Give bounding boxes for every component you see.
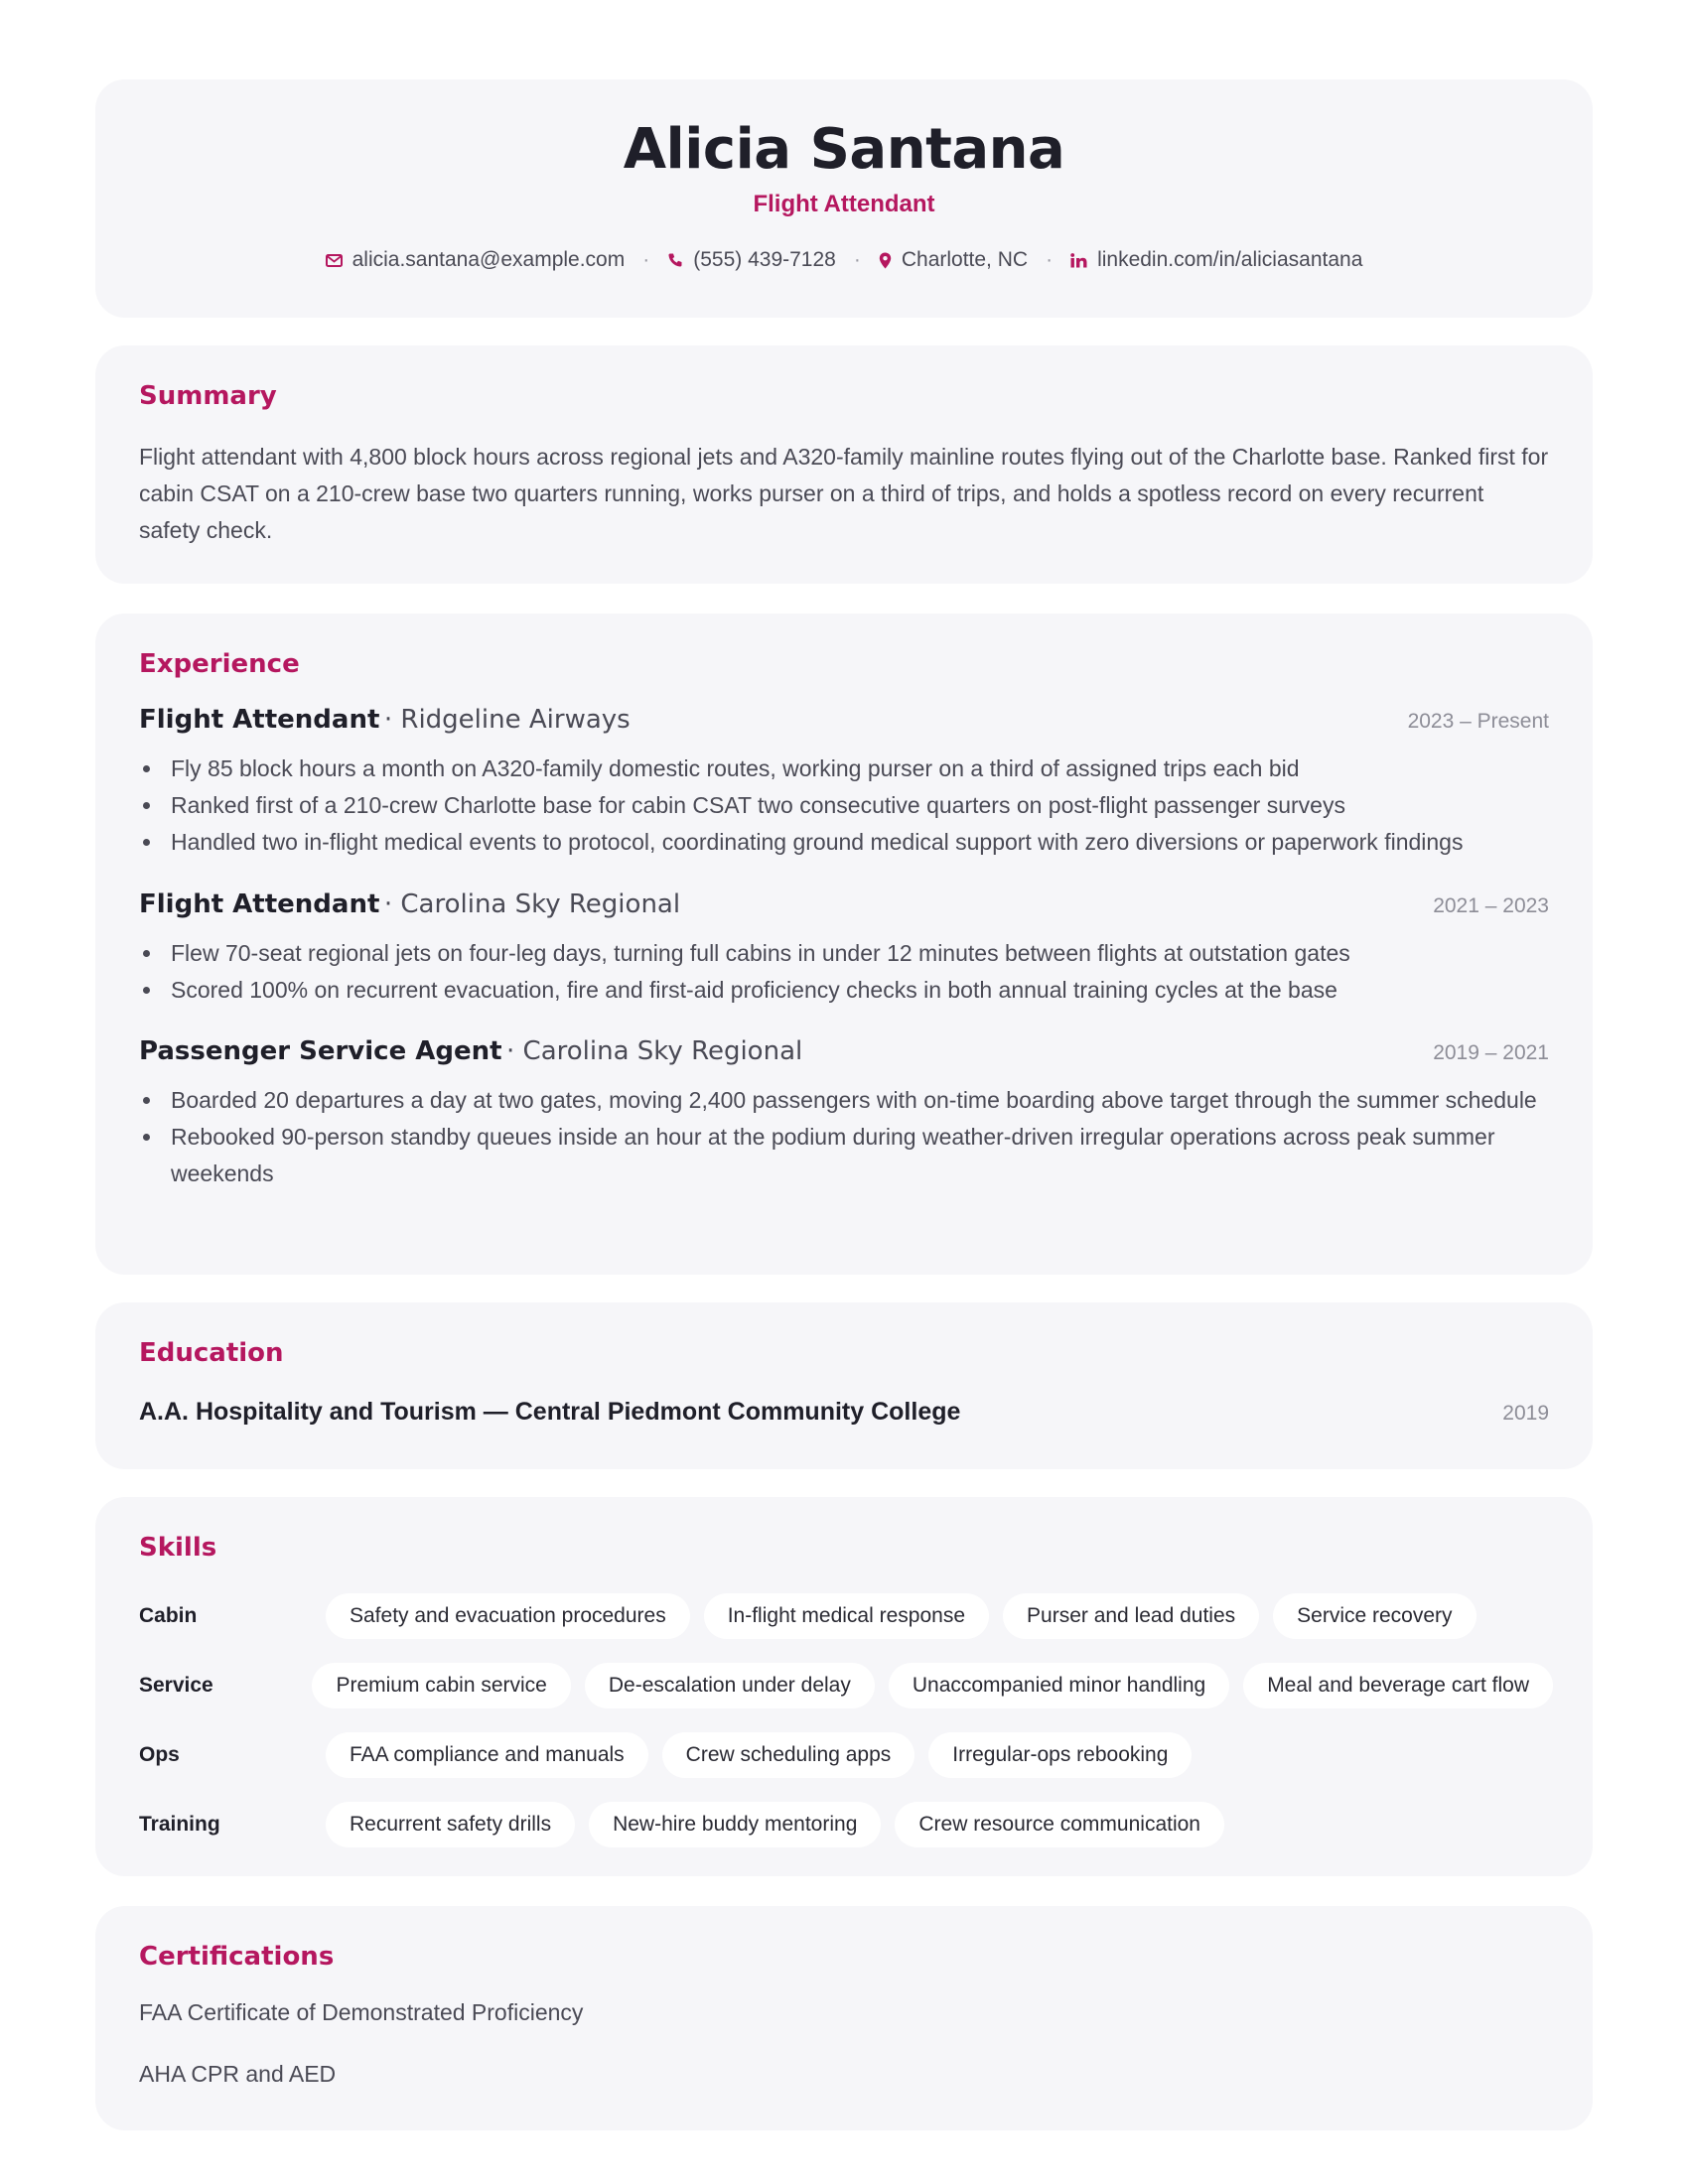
education-section bbox=[95, 1302, 1593, 1469]
experience-heading: Experience bbox=[139, 649, 300, 679]
education-degree: A.A. Hospitality and Tourism — Central Piedmont Community College bbox=[139, 1398, 961, 1426]
skill-group bbox=[139, 1662, 1553, 1709]
skill-chip: Irregular-ops rebooking bbox=[928, 1732, 1192, 1778]
job-bullet: Fly 85 block hours a month on A320-family domestic routes, working purser on a third of assigned trips each bid bbox=[139, 751, 1549, 787]
skill-chips bbox=[312, 1663, 1553, 1708]
job-entry bbox=[139, 1036, 1549, 1192]
skill-chip: Purser and lead duties bbox=[1003, 1593, 1259, 1639]
phone-icon bbox=[667, 252, 683, 268]
certification-item: AHA CPR and AED bbox=[139, 2061, 337, 2087]
skill-group bbox=[139, 1592, 1553, 1640]
contact-linkedin-text: linkedin.com/in/aliciasantana bbox=[1097, 248, 1363, 271]
summary-section bbox=[95, 345, 1593, 584]
skill-chip: New-hire buddy mentoring bbox=[589, 1802, 881, 1847]
skill-category: Ops bbox=[139, 1743, 180, 1766]
job-company: · Ridgeline Airways bbox=[383, 705, 631, 735]
contact-separator: · bbox=[1046, 248, 1054, 271]
job-bullet: Rebooked 90-person standby queues inside an hour at the podium during weather-driven irregular operations across peak summer weekends bbox=[139, 1119, 1549, 1192]
job-role: Flight Attendant bbox=[139, 889, 380, 919]
job-header bbox=[139, 889, 1549, 925]
contact-phone-text: (555) 439-7128 bbox=[693, 248, 836, 271]
job-company: · Carolina Sky Regional bbox=[383, 889, 681, 919]
skill-chip: Safety and evacuation procedures bbox=[326, 1593, 690, 1639]
skill-chip: Recurrent safety drills bbox=[326, 1802, 575, 1847]
skill-chips bbox=[326, 1593, 1477, 1639]
skill-chip: Service recovery bbox=[1273, 1593, 1476, 1639]
experience-section bbox=[95, 614, 1593, 1275]
contact-linkedin[interactable] bbox=[1070, 248, 1362, 272]
contact-email[interactable] bbox=[326, 248, 626, 272]
job-dates: 2021 – 2023 bbox=[1433, 894, 1549, 917]
certifications-heading: Certifications bbox=[139, 1942, 335, 1972]
skill-chip: Crew resource communication bbox=[895, 1802, 1224, 1847]
summary-text: Flight attendant with 4,800 block hours across regional jets and A320-family mainline routes flying out of the Charlotte base. Ranked first for cabin CSAT on a 210-crew base two quarters running, works purser on a third of trips, and holds a spotless record on every recurrent safety check. bbox=[139, 444, 1549, 543]
certification-item: FAA Certificate of Demonstrated Proficiency bbox=[139, 1999, 584, 2025]
job-bullet: Scored 100% on recurrent evacuation, fire and first-aid proficiency checks in both annual training cycles at the base bbox=[139, 972, 1549, 1009]
linkedin-icon bbox=[1070, 253, 1087, 268]
skill-chips bbox=[326, 1802, 1224, 1847]
skill-chip: Unaccompanied minor handling bbox=[889, 1663, 1229, 1708]
skill-group bbox=[139, 1731, 1553, 1779]
location-pin-icon bbox=[879, 252, 892, 269]
contact-email-text: alicia.santana@example.com bbox=[352, 248, 626, 271]
skills-section bbox=[95, 1497, 1593, 1876]
skill-chip: De-escalation under delay bbox=[585, 1663, 875, 1708]
job-dates: 2023 – Present bbox=[1407, 710, 1549, 733]
job-header bbox=[139, 1036, 1549, 1072]
mail-icon bbox=[326, 254, 343, 267]
job-bullets bbox=[139, 935, 1549, 1009]
job-bullet: Handled two in-flight medical events to protocol, coordinating ground medical support with zero diversions or paperwork findings bbox=[139, 824, 1549, 861]
job-role: Passenger Service Agent bbox=[139, 1036, 502, 1066]
certifications-section bbox=[95, 1906, 1593, 2130]
job-bullet: Ranked first of a 210-crew Charlotte base for cabin CSAT two consecutive quarters on post-flight passenger surveys bbox=[139, 787, 1549, 824]
skill-category: Cabin bbox=[139, 1604, 198, 1627]
job-bullet: Flew 70-seat regional jets on four-leg days, turning full cabins in under 12 minutes between flights at outstation gates bbox=[139, 935, 1549, 972]
job-entry bbox=[139, 889, 1549, 1009]
job-entry bbox=[139, 705, 1549, 861]
contact-location bbox=[879, 248, 1028, 272]
contact-separator: · bbox=[642, 248, 650, 271]
skill-chip: FAA compliance and manuals bbox=[326, 1732, 648, 1778]
skill-category: Service bbox=[139, 1674, 213, 1697]
skill-chip: In-flight medical response bbox=[704, 1593, 989, 1639]
education-heading: Education bbox=[139, 1338, 284, 1368]
job-dates: 2019 – 2021 bbox=[1433, 1041, 1549, 1064]
contact-location-text: Charlotte, NC bbox=[901, 248, 1029, 271]
skill-chip: Meal and beverage cart flow bbox=[1243, 1663, 1553, 1708]
skills-heading: Skills bbox=[139, 1533, 217, 1563]
education-year: 2019 bbox=[1502, 1402, 1549, 1425]
job-company: · Carolina Sky Regional bbox=[506, 1036, 803, 1066]
skill-group bbox=[139, 1801, 1553, 1848]
job-bullet: Boarded 20 departures a day at two gates, moving 2,400 passengers with on-time boarding above target through the summer schedule bbox=[139, 1082, 1549, 1119]
contact-line bbox=[95, 248, 1593, 272]
job-bullets bbox=[139, 1082, 1549, 1192]
job-bullets bbox=[139, 751, 1549, 861]
header-card bbox=[95, 79, 1593, 318]
skill-chips bbox=[326, 1732, 1192, 1778]
job-role: Flight Attendant bbox=[139, 705, 380, 735]
candidate-title: Flight Attendant bbox=[753, 191, 935, 217]
contact-phone[interactable] bbox=[667, 248, 836, 272]
skill-chip: Premium cabin service bbox=[312, 1663, 570, 1708]
education-entry bbox=[139, 1398, 1549, 1427]
skill-chip: Crew scheduling apps bbox=[662, 1732, 915, 1778]
skill-category: Training bbox=[139, 1813, 220, 1836]
contact-separator: · bbox=[853, 248, 861, 271]
candidate-name: Alicia Santana bbox=[623, 117, 1065, 182]
job-header bbox=[139, 705, 1549, 741]
summary-heading: Summary bbox=[139, 381, 277, 411]
